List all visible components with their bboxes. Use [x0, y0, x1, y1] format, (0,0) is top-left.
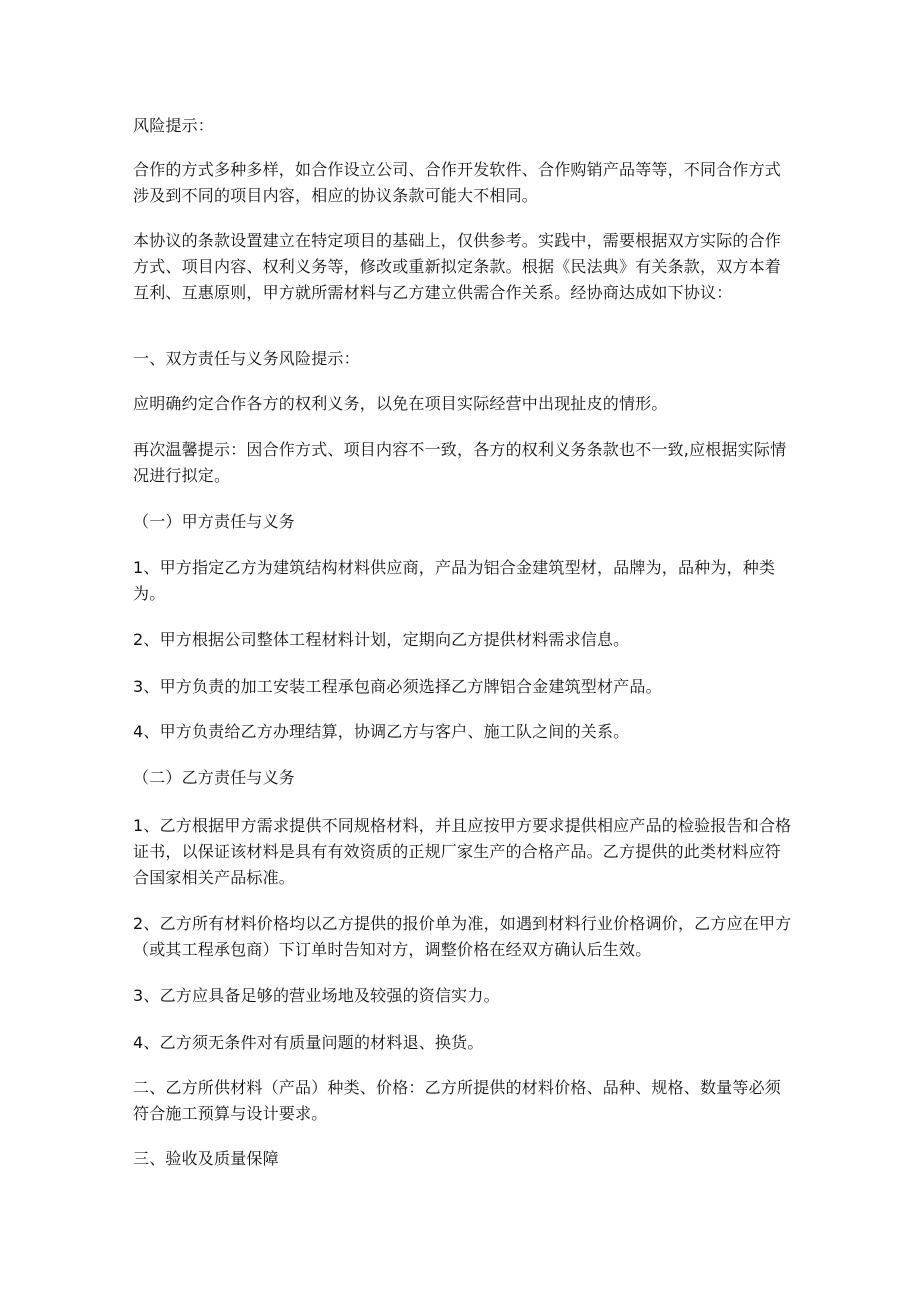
paragraph-rights-duties: 应明确约定合作各方的权利义务，以免在项目实际经营中出现扯皮的情形。 [133, 394, 668, 413]
paragraph-warm-reminder: 再次温馨提示：因合作方式、项目内容不一致，各方的权利义务条款也不一致,应根据实际情况进行拟定。 [133, 440, 787, 485]
subsection-party-b-heading: （二）乙方责任与义务 [133, 768, 296, 787]
subsection-party-a-heading: （一）甲方责任与义务 [133, 512, 296, 531]
party-b-item-4: 4、乙方须无条件对有质量问题的材料退、换货。 [133, 1033, 484, 1052]
risk-tip-heading: 风险提示： [133, 116, 215, 135]
section-3-heading: 三、验收及质量保障 [133, 1149, 279, 1168]
party-b-item-2: 2、乙方所有材料价格均以乙方提供的报价单为准，如遇到材料行业价格调价，乙方应在甲方（或其工程承包商）下订单时告知对方，调整价格在经双方确认后生效。 [133, 914, 792, 959]
party-a-item-2: 2、甲方根据公司整体工程材料计划，定期向乙方提供材料需求信息。 [133, 630, 630, 649]
party-b-item-3: 3、乙方应具备足够的营业场地及较强的资信实力。 [133, 986, 500, 1005]
party-a-item-1: 1、甲方指定乙方为建筑结构材料供应商，产品为铝合金建筑型材，品牌为，品种为，种类为。 [133, 558, 776, 603]
paragraph-cooperation-modes: 合作的方式多种多样，如合作设立公司、合作开发软件、合作购销产品等等，不同合作方式涉及到不同的项目内容，相应的协议条款可能大不相同。 [133, 160, 782, 205]
section-1-heading: 一、双方责任与义务风险提示： [133, 349, 360, 368]
party-b-item-1: 1、乙方根据甲方需求提供不同规格材料，并且应按甲方要求提供相应产品的检验报告和合格证书，以保证该材料是具有有效资质的正规厂家生产的合格产品。乙方提供的此类材料应符合国家相关产品标准。 [133, 816, 792, 887]
paragraph-agreement-basis: 本协议的条款设置建立在特定项目的基础上，仅供参考。实践中，需要根据双方实际的合作方式、项目内容、权利义务等，修改或重新拟定条款。根据《民法典》有关条款，双方本着互利、互惠原则，甲方就所需材料与乙方建立供需合作关系。经协商达成如下协议： [133, 231, 782, 302]
party-a-item-4: 4、甲方负责给乙方办理结算，协调乙方与客户、施工队之间的关系。 [133, 722, 630, 741]
section-2-heading: 二、乙方所供材料（产品）种类、价格：乙方所提供的材料价格、品种、规格、数量等必须符合施工预算与设计要求。 [133, 1078, 782, 1123]
party-a-item-3: 3、甲方负责的加工安装工程承包商必须选择乙方牌铝合金建筑型材产品。 [133, 677, 662, 696]
